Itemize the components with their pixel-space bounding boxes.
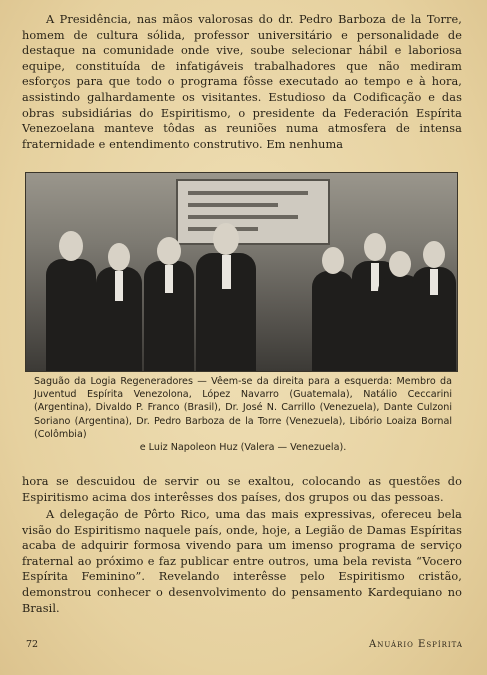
person-silhouette <box>412 237 456 371</box>
person-silhouette <box>196 221 256 371</box>
photo-caption-text: Saguão da Logia Regeneradores — Vêem-se da direita para a esquerda: Membro da Juventud Espírita Venezolona, López Navarro (Guatemala), Natálio Ceccarini (Argentina), Divaldo P. Franco (Brasil), Dr. José N. Carrillo (Venezuela), Dante Culzoni Soriano (Argentina), Dr. Pedro Barboza de la Torre (Venezuela), Libório Loaiza Bornal (Colômbia) <box>34 376 452 440</box>
person-silhouette <box>96 241 142 371</box>
paragraph-1: A Presidência, nas mãos valorosas do dr. Pedro Barboza de la Torre, homem de cultura sólida, professor universitário e personalidade de destaque na comunidade onde vive, soube selecionar hábil e laboriosa equipe, constituída de infatigáveis trabalhadores que não mediram esforços para que todo o programa fôsse executado ao tempo e à hora, assistindo galhardamente os visitantes. Estudioso da Codificação e das obras subsidiárias do Espiritismo, o presidente da Federación Espírita Venezoelana manteve tôdas as reuniões numa atmosfera de intensa fraternidade e entendimento construtivo. Em nenhuma <box>22 13 462 151</box>
paragraph-3: A delegação de Pôrto Rico, uma das mais expressivas, ofereceu bela visão do Espiritismo naquele país, onde, hoje, a Legião de Damas Espíritas acaba de adquirir formosa vivendo para um imenso programa de serviço fraternal ao próximo e faz publicar entre outros, uma bela revista “Vocero Espírita Feminino”. Revelando interêsse pelo Espiritismo cristão, demonstrou conhecer o desenvolvimento do pensamento Kardequiano no Brasil. <box>22 508 462 615</box>
paragraph-2: hora se descuidou de servir ou se exaltou, colocando as questões do Espiritismo acima dos interêsses dos países, dos grupos ou das pessoas. <box>22 475 462 504</box>
person-silhouette <box>312 243 354 371</box>
photo-caption-last-line: e Luiz Napoleon Huz (Valera — Venezuela). <box>139 442 347 454</box>
running-title: Anuário Espírita <box>369 639 463 650</box>
page-number: 72 <box>26 639 39 650</box>
person-silhouette <box>46 231 96 371</box>
group-photo <box>25 172 458 372</box>
person-silhouette <box>144 233 194 371</box>
photo-caption <box>34 375 452 454</box>
